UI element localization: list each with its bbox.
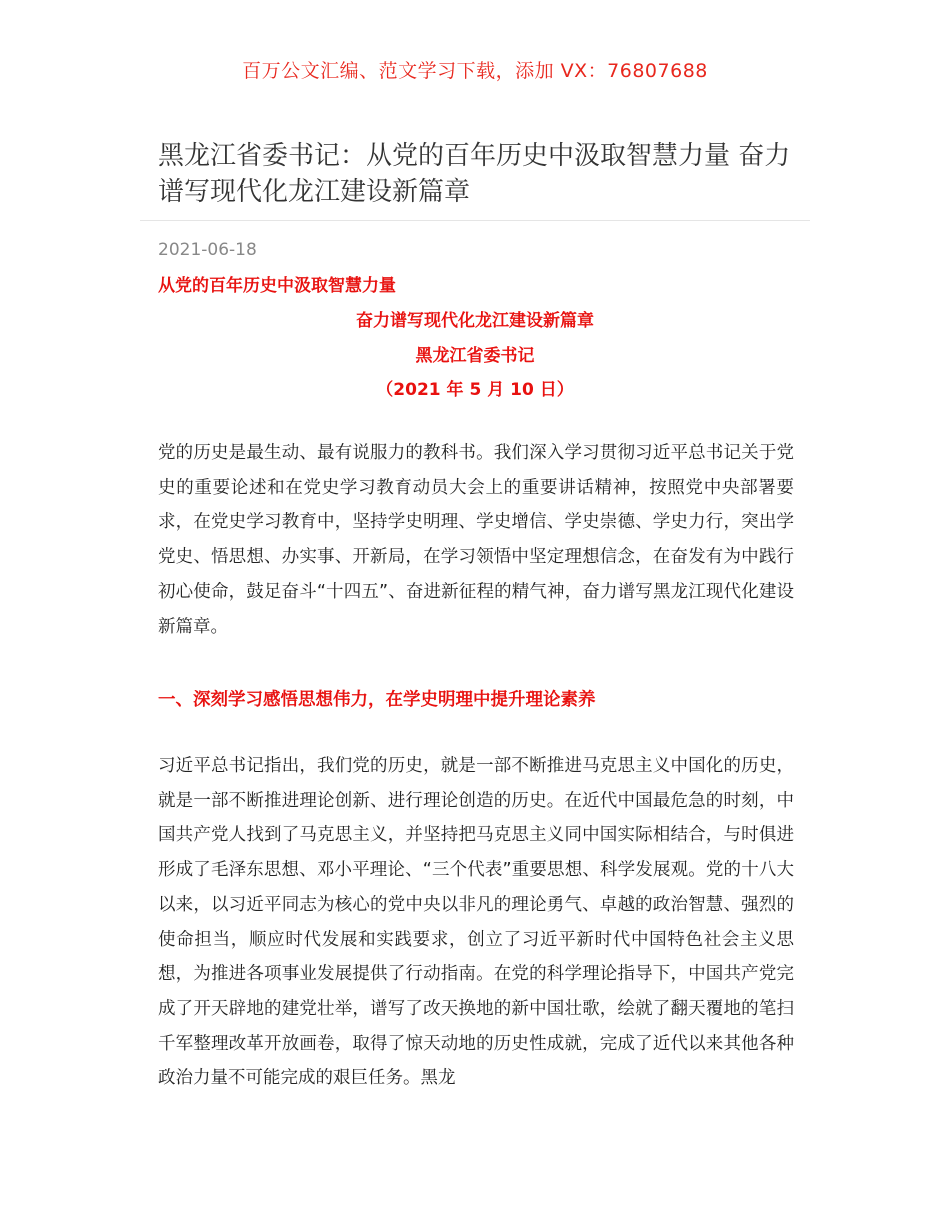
- publish-date: 2021-06-18: [158, 240, 257, 260]
- body-paragraph-intro: 党的历史是最生动、最有说服力的教科书。我们深入学习贯彻习近平总书记关于党史的重要论述和在党史学习教育动员大会上的重要讲话精神，按照党中央部署要求，在党史学习教育中，坚持学史明理、学史增信、学史崇德、学史力行，突出学党史、悟思想、办实事、开新局，在学习领悟中坚定理想信念，在奋发有为中践行初心使命，鼓足奋斗“十四五”、奋进新征程的精气神，奋力谱写黑龙江现代化建设新篇章。: [158, 443, 794, 637]
- section-heading-1: 一、深刻学习感悟思想伟力，在学史明理中提升理论素养: [158, 690, 596, 710]
- article-title: 黑龙江省委书记：从党的百年历史中汲取智慧力量 奋力谱写现代化龙江建设新篇章: [158, 141, 791, 207]
- article-author: 黑龙江省委书记: [415, 346, 535, 366]
- article-subtitle-2: 奋力谱写现代化龙江建设新篇章: [356, 311, 594, 331]
- article-speech-date: （2021 年 5 月 10 日）: [376, 380, 574, 400]
- body-paragraph-section-1: 习近平总书记指出，我们党的历史，就是一部不断推进马克思主义中国化的历史，就是一部不断推进理论创新、进行理论创造的历史。在近代中国最危急的时刻，中国共产党人找到了马克思主义，并坚持把马克思主义同中国实际相结合，与时俱进形成了毛泽东思想、邓小平理论、“三个代表”重要思想、科学发展观。党的十八大以来，以习近平同志为核心的党中央以非凡的理论勇气、卓越的政治智慧、强烈的使命担当，顺应时代发展和实践要求，创立了习近平新时代中国特色社会主义思想，为推进各项事业发展提供了行动指南。在党的科学理论指导下，中国共产党完成了开天辟地的建党壮举，谱写了改天换地的新中国壮歌，绘就了翻天覆地的笔扫千军整理改革开放画卷，取得了惊天动地的历史性成就，完成了近代以来其他各种政治力量不可能完成的艰巨任务。黑龙: [158, 756, 794, 1089]
- watermark-banner: 百万公文汇编、范文学习下载，添加 VX：76807688: [242, 60, 708, 82]
- title-divider: [140, 220, 810, 221]
- article-subtitle-1: 从党的百年历史中汲取智慧力量: [158, 276, 396, 296]
